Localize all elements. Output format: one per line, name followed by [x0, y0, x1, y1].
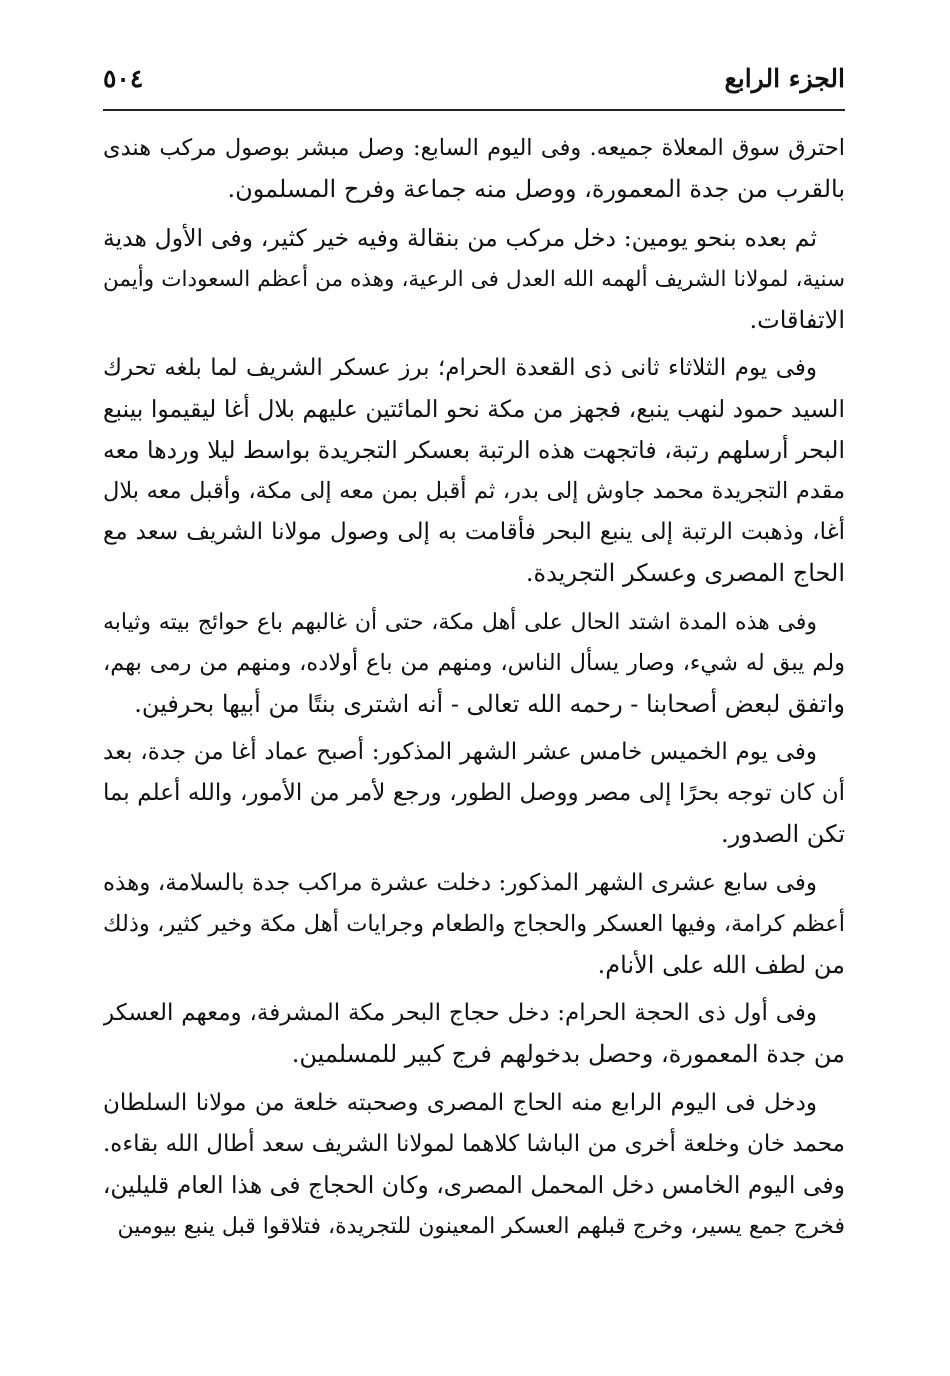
paragraph-gap [103, 986, 845, 994]
text-line: الاتفاقات. [749, 305, 845, 334]
paragraph-gap [103, 341, 845, 349]
text-line: مقدم التجريدة محمد جاوش إلى بدر، ثم أقبل بمن معه إلى مكة، وأقبل معه بلال [103, 478, 845, 504]
paragraph [103, 1083, 845, 1247]
text-line: وفى هذه المدة اشتد الحال على أهل مكة، حتى أن غالبهم باع حوائج بيته وثيابه [103, 609, 817, 635]
text-line: فخرج جمع يسير، وخرج قبلهم العسكر المعينون للتجريدة، فتلاقوا قبل ينبع بيومين [117, 1213, 845, 1239]
text-line: الحاج المصرى وعسكر التجريدة. [525, 559, 845, 587]
page-body [103, 128, 845, 1247]
text-line: احترق سوق المعلاة جميعه. وفى اليوم السابع: وصل مبشر بوصول مركب هندى [103, 135, 845, 161]
text-line: تكن الصدور. [720, 820, 845, 848]
text-line: واتفق لبعض أصحابنا - رحمه الله تعالى - أنه اشترى بنتًا من أبيها بحرفين. [134, 689, 845, 718]
text-line: بالقرب من جدة المعمورة، ووصل منه جماعة وفرح المسلمون. [227, 175, 845, 203]
text-line: من لطف الله على الأنام. [597, 950, 845, 979]
text-line: من جدة المعمورة، وحصل بدخولهم فرج كبير للمسلمين. [291, 1040, 845, 1068]
paragraph-gap [103, 725, 845, 733]
page-number: ٥٠٤ [103, 63, 144, 93]
paragraph-gap [103, 1075, 845, 1083]
text-line: ثم بعده بنحو يومين: دخل مركب من بنقالة وفيه خير كثير، وفى الأول هدية [103, 223, 817, 252]
header-rule [103, 109, 845, 111]
text-line: وفى اليوم الخامس دخل المحمل المصرى، وكان الحجاج فى هذا العام قليلين، [103, 1170, 845, 1199]
paragraph [103, 348, 845, 594]
text-line: السيد حمود لنهب ينبع، فجهز من مكة نحو المائتين عليهم بلال أغا ليقيموا بينبع [103, 395, 845, 423]
paragraph [103, 863, 845, 986]
page-header [103, 52, 845, 104]
paragraph [103, 602, 845, 725]
text-line: سنية، لمولانا الشريف ألهمه الله العدل فى الرعية، وهذه من أعظم السعودات وأيمن [103, 266, 845, 292]
text-line: محمد خان وخلعة أخرى من الباشا كلاهما لمولانا الشريف سعد أطال الله بقاءه. [103, 1130, 845, 1157]
text-line: ولم يبق له شيء، وصار يسأل الناس، ومنهم من باع أولاده، ومنهم من رمى بهم، [103, 649, 845, 676]
text-line: وفى سابع عشرى الشهر المذكور: دخلت عشرة مراكب جدة بالسلامة، وهذه [103, 869, 817, 896]
text-line: أن كان توجه بحرًا إلى مصر ووصل الطور، ورجع لأمر من الأمور، والله أعلم بما [103, 780, 845, 806]
paragraph-gap [103, 210, 845, 218]
running-title: الجزء الرابع [724, 63, 845, 93]
paragraph [103, 732, 845, 855]
text-line: وفى يوم الخميس خامس عشر الشهر المذكور: أصبح عماد أغا من جدة، بعد [103, 739, 817, 765]
text-line: البحر أرسلهم رتبة، فاتجهت هذه الرتبة بعسكر التجريدة بواسط ليلا وردها معه [103, 436, 845, 464]
text-line: أعظم كرامة، وفيها العسكر والحجاج والطعام وجرايات أهل مكة وخير كثير، وذلك [103, 910, 845, 937]
paragraph [103, 128, 845, 210]
paragraph [103, 993, 845, 1075]
text-line: وفى أول ذى الحجة الحرام: دخل حجاج البحر مكة المشرفة، ومعهم العسكر [103, 1000, 817, 1026]
paragraph-gap [103, 855, 845, 863]
paragraph-gap [103, 594, 845, 602]
text-line: ودخل فى اليوم الرابع منه الحاج المصرى وصحبته خلعة من مولانا السلطان [103, 1089, 817, 1116]
text-line: وفى يوم الثلاثاء ثانى ذى القعدة الحرام؛ برز عسكر الشريف لما بلغه تحرك [103, 355, 817, 381]
text-line: أغا، وذهبت الرتبة إلى ينبع البحر فأقامت به إلى وصول مولانا الشريف سعد مع [103, 519, 845, 545]
paragraph [103, 218, 845, 341]
